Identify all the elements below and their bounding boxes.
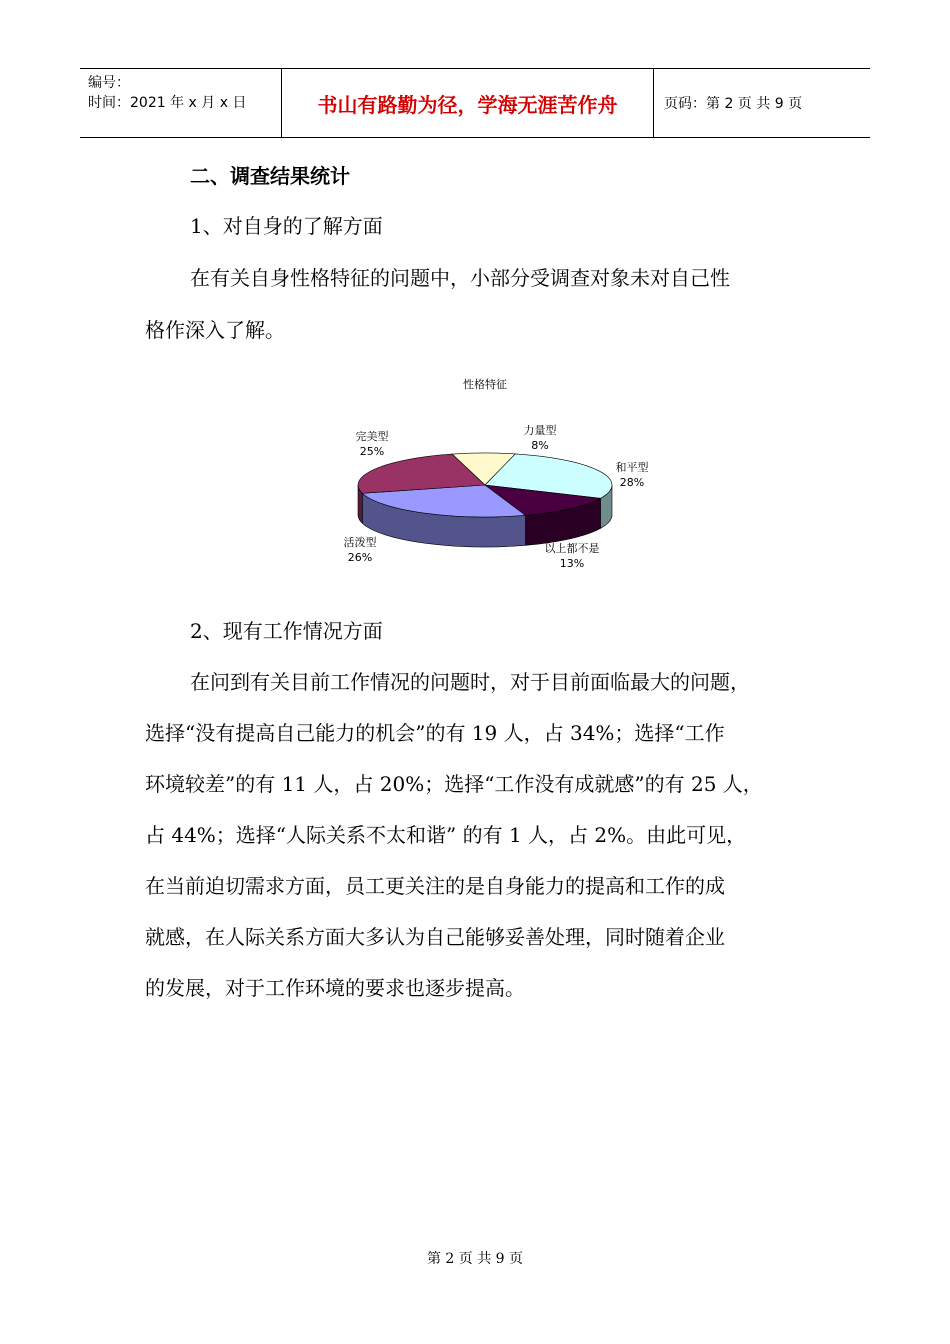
pie-slice-label: 以上都不是 13% — [544, 542, 600, 570]
pie-slice-label: 完美型 25% — [355, 430, 389, 458]
paragraph-1-line: 在有关自身性格特征的问题中，小部分受调查对象未对自己性 — [190, 266, 730, 290]
doc-date: 时间：2021 年 x 月 x 日 — [88, 95, 247, 111]
page-footer: 第 2 页 共 9 页 — [426, 1251, 524, 1267]
section-title: 二、调查结果统计 — [190, 164, 350, 188]
doc-number-label: 编号： — [88, 75, 130, 91]
paragraph-1-line: 格作深入了解。 — [145, 318, 285, 342]
subsection-title-1: 1、对自身的了解方面 — [190, 214, 383, 238]
paragraph-2-line: 的发展，对于工作环境的要求也逐步提高。 — [145, 976, 525, 1000]
paragraph-2-line: 环境较差”的有 11 人，占 20%；选择“工作没有成就感”的有 25 人， — [145, 772, 763, 796]
page-header — [80, 68, 870, 138]
personality-pie-chart — [320, 368, 650, 588]
header-motto: 书山有路勤为径，学海无涯苦作舟 — [282, 69, 654, 137]
header-page-info: 页码：第 2 页 共 9 页 — [664, 96, 803, 112]
chart-title: 性格特征 — [463, 378, 507, 391]
pie-chart-svg — [320, 368, 650, 588]
pie-slice-label: 和平型 28% — [615, 461, 649, 489]
paragraph-2-line: 占 44%；选择“人际关系不太和谐” 的有 1 人，占 2%。由此可见， — [145, 823, 747, 847]
pie-slice-label: 活泼型 26% — [343, 536, 377, 564]
header-meta — [80, 69, 282, 137]
paragraph-2-line: 在问到有关目前工作情况的问题时，对于目前面临最大的问题， — [190, 670, 750, 694]
paragraph-2-line: 就感，在人际关系方面大多认为自己能够妥善处理，同时随着企业 — [145, 925, 725, 949]
paragraph-2-line: 在当前迫切需求方面，员工更关注的是自身能力的提高和工作的成 — [145, 874, 725, 898]
pie-slice-label: 力量型 8% — [523, 424, 557, 452]
paragraph-2-line: 选择“没有提高自己能力的机会”的有 19 人，占 34%；选择“工作 — [145, 721, 725, 745]
subsection-title-2: 2、现有工作情况方面 — [190, 619, 383, 643]
